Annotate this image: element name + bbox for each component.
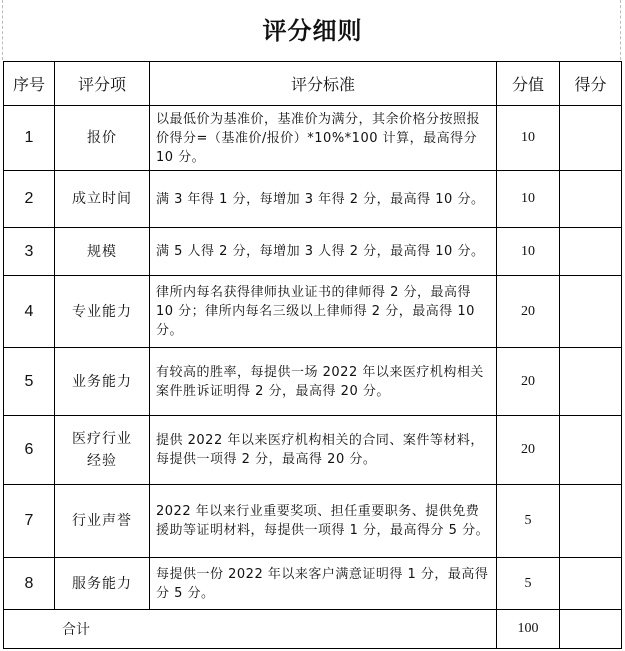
table-row [4,416,622,485]
row-score: 20 [497,416,560,485]
header-item: 评分项 [55,62,150,106]
total-label: 合计 [4,610,497,649]
scoring-table [3,61,622,649]
row-earned-cell[interactable] [560,348,622,416]
row-index: 6 [4,416,55,485]
row-item: 医疗行业经验 [55,416,150,485]
row-standard: 2022 年以来行业重要奖项、担任重要职务、提供免费援助等证明材料，每提供一项得 1 分，最高得分 5 分。 [150,485,497,558]
row-score: 5 [497,558,560,610]
row-score: 10 [497,228,560,276]
row-earned-cell[interactable] [560,106,622,171]
header-standard: 评分标准 [150,62,497,106]
row-index: 3 [4,228,55,276]
table-row [4,558,622,610]
table-row [4,485,622,558]
row-score: 10 [497,106,560,171]
row-standard: 满 3 年得 1 分，每增加 3 年得 2 分，最高得 10 分。 [150,171,497,228]
page-title: 评分细则 [262,16,363,45]
total-row [4,610,622,649]
row-item: 行业声誉 [55,485,150,558]
table-row [4,228,622,276]
row-item: 成立时间 [55,171,150,228]
row-earned-cell[interactable] [560,171,622,228]
row-item: 报价 [55,106,150,171]
total-score: 100 [497,610,560,649]
row-earned-cell[interactable] [560,416,622,485]
row-index: 8 [4,558,55,610]
row-item: 专业能力 [55,276,150,348]
row-score: 10 [497,171,560,228]
table-row [4,348,622,416]
row-earned-cell[interactable] [560,276,622,348]
row-item: 业务能力 [55,348,150,416]
row-standard: 提供 2022 年以来医疗机构相关的合同、案件等材料，每提供一项得 2 分，最高得 20 分。 [150,416,497,485]
row-score: 20 [497,276,560,348]
table-row [4,276,622,348]
row-index: 1 [4,106,55,171]
row-standard: 有较高的胜率，每提供一场 2022 年以来医疗机构相关案件胜诉证明得 2 分，最高得 20 分。 [150,348,497,416]
row-standard: 律所内每名获得律师执业证书的律师得 2 分，最高得 10 分；律所内每名三级以上律师得 2 分，最高得 10 分。 [150,276,497,348]
row-item: 服务能力 [55,558,150,610]
row-standard: 以最低价为基准价，基准价为满分，其余价格分按照报价得分=（基准价/报价）*10%*100 计算，最高得分 10 分。 [150,106,497,171]
row-index: 7 [4,485,55,558]
table-row [4,171,622,228]
row-score: 5 [497,485,560,558]
row-earned-cell[interactable] [560,485,622,558]
table-header-row [4,62,622,106]
row-index: 4 [4,276,55,348]
row-earned-cell[interactable] [560,558,622,610]
row-item: 规模 [55,228,150,276]
header-index: 序号 [4,62,55,106]
row-score: 20 [497,348,560,416]
row-earned-cell[interactable] [560,228,622,276]
row-standard: 满 5 人得 2 分，每增加 3 人得 2 分，最高得 10 分。 [150,228,497,276]
row-index: 5 [4,348,55,416]
header-earned: 得分 [560,62,622,106]
table-row [4,106,622,171]
row-standard: 每提供一份 2022 年以来客户满意证明得 1 分，最高得分 5 分。 [150,558,497,610]
row-index: 2 [4,171,55,228]
total-earned-cell[interactable] [560,610,622,649]
header-score: 分值 [497,62,560,106]
